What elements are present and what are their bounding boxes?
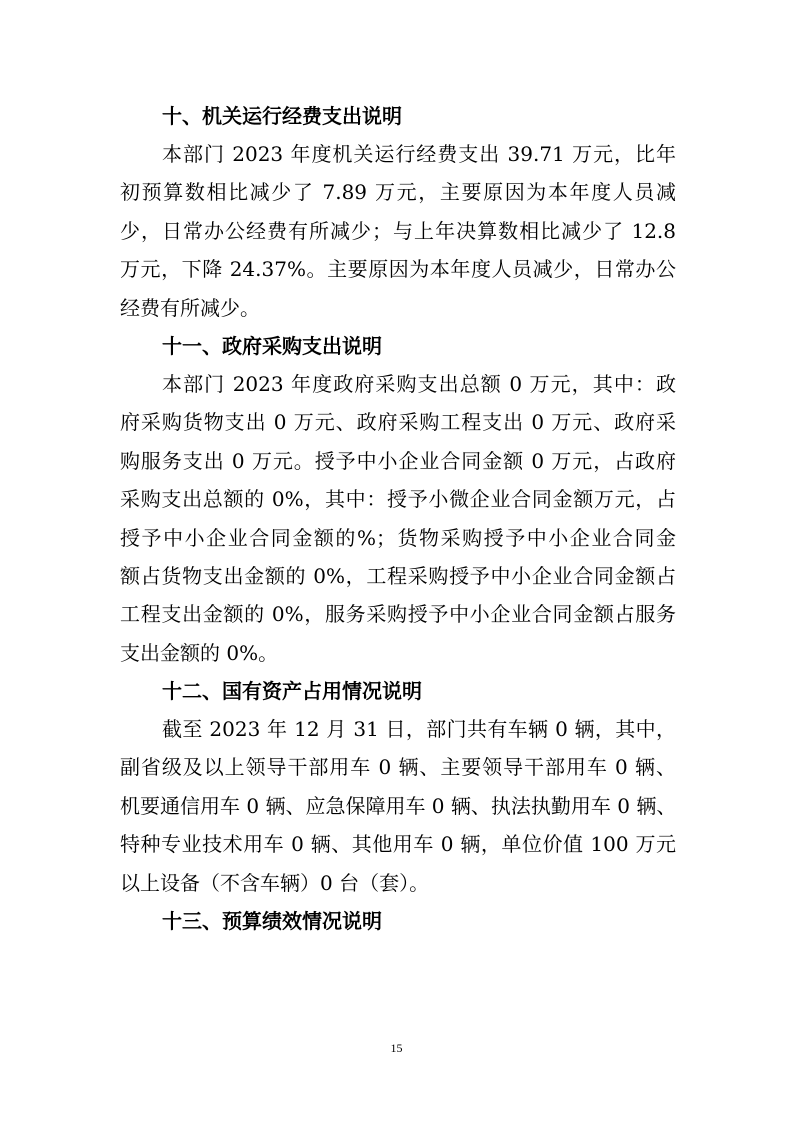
text-line: 购服务支出 0 万元。授予中小企业合同金额 0 万元，占政府 [120, 448, 676, 473]
text-line: 初预算数相比减少了 7.89 万元，主要原因为本年度人员减 [120, 180, 676, 205]
text-line: 本部门 2023 年度机关运行经费支出 39.71 万元，比年 [162, 142, 676, 166]
text-line: 少，日常办公经费有所减少；与上年决算数相比减少了 12.8 [120, 218, 676, 243]
section-heading-12: 十二、国有资产占用情况说明 [162, 679, 422, 704]
text-line: 截至 2023 年 12 月 31 日，部门共有车辆 0 辆，其中， [162, 717, 676, 742]
paragraph-procurement [120, 365, 676, 672]
text-line: 以上设备（不含车辆）0 台（套）。 [120, 870, 430, 895]
text-line: 副省级及以上领导干部用车 0 辆、主要领导干部用车 0 辆、 [120, 755, 676, 780]
text-line: 支出金额的 0%。 [120, 640, 279, 665]
text-line: 机要通信用车 0 辆、应急保障用车 0 辆、执法执勤用车 0 辆、 [120, 793, 677, 818]
section-heading-13: 十三、预算绩效情况说明 [162, 909, 382, 934]
paragraph-state-assets [120, 710, 676, 902]
text-line: 采购支出总额的 0%，其中：授予小微企业合同金额万元，占 [120, 487, 676, 512]
document-body [120, 97, 676, 940]
text-line: 授予中小企业合同金额的%；货物采购授予中小企业合同金 [120, 525, 676, 550]
text-line: 府采购货物支出 0 万元、政府采购工程支出 0 万元、政府采 [120, 410, 676, 435]
text-line: 工程支出金额的 0%，服务采购授予中小企业合同金额占服务 [120, 602, 676, 627]
paragraph-operating-expenses [120, 135, 676, 327]
page-number: 15 [390, 1041, 403, 1055]
text-line: 本部门 2023 年度政府采购支出总额 0 万元，其中：政 [162, 371, 676, 396]
text-line: 经费有所减少。 [120, 295, 260, 320]
text-line: 额占货物支出金额的 0%，工程采购授予中小企业合同金额占 [120, 563, 676, 588]
section-heading-10: 十、机关运行经费支出说明 [162, 104, 402, 128]
section-heading-11: 十一、政府采购支出说明 [162, 333, 382, 358]
text-line: 特种专业技术用车 0 辆、其他用车 0 辆，单位价值 100 万元 [120, 832, 676, 857]
text-line: 万元，下降 24.37%。主要原因为本年度人员减少，日常办公 [120, 257, 676, 282]
